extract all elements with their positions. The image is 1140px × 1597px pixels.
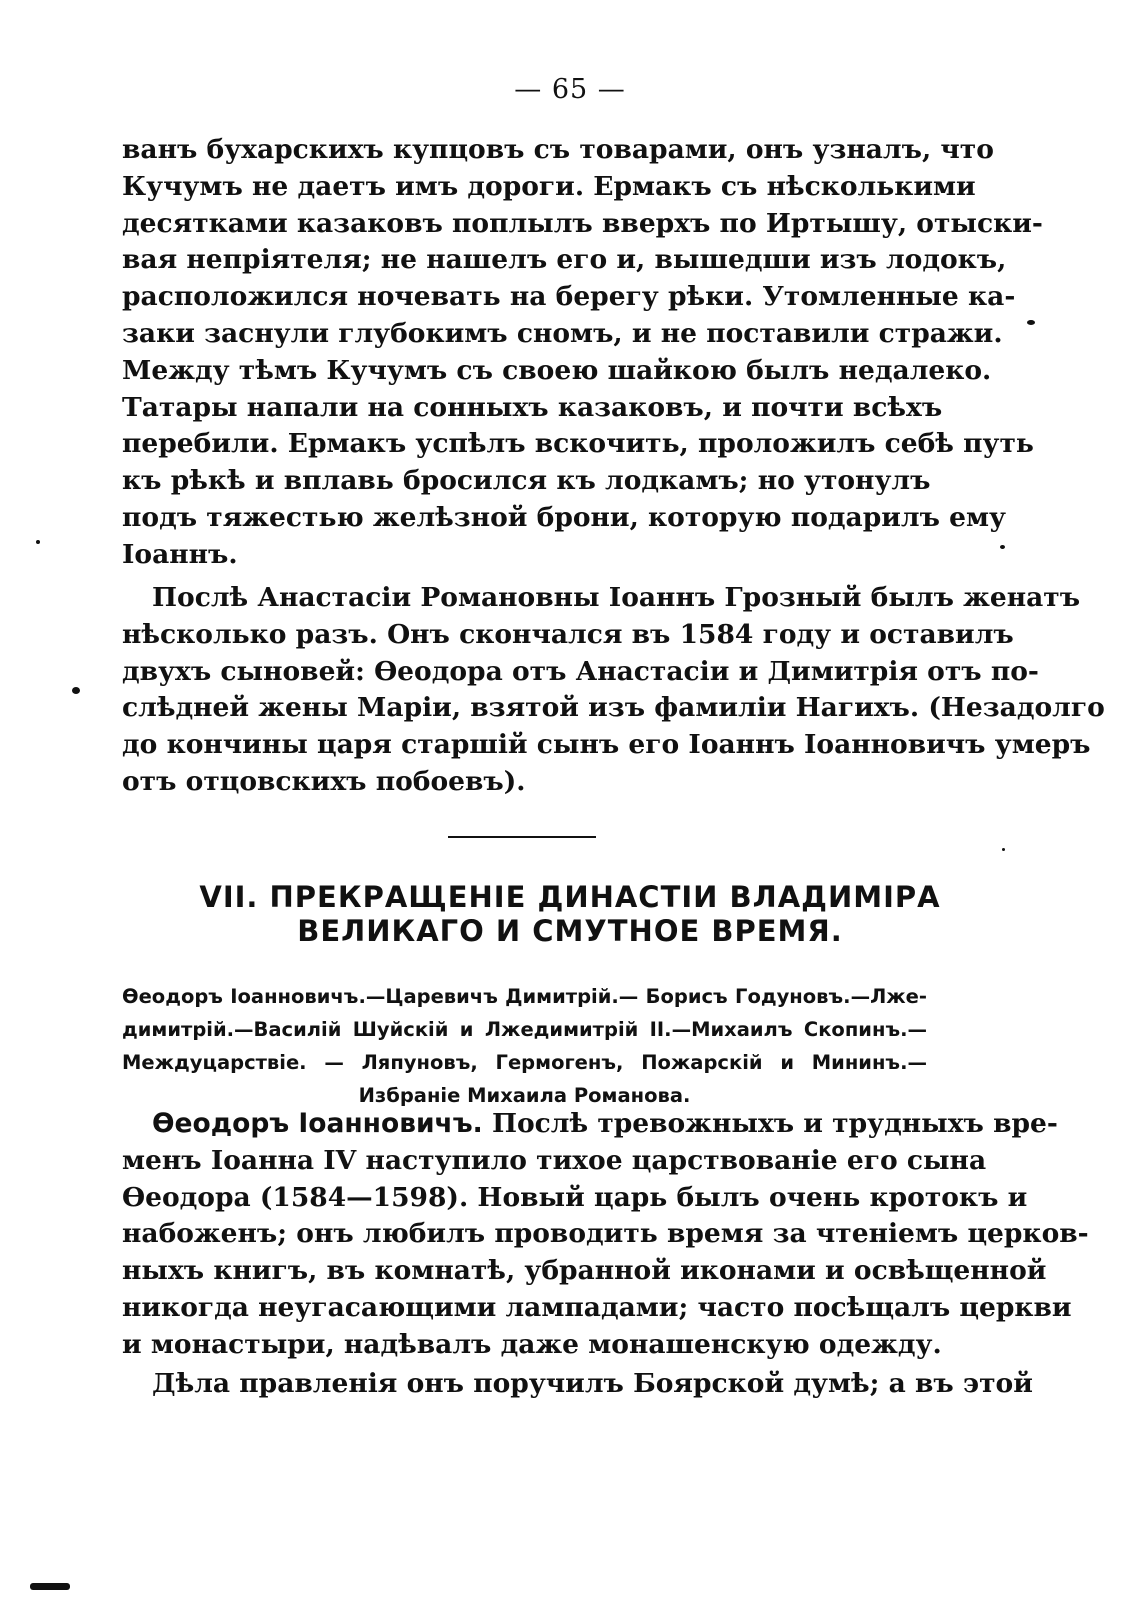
paragraph-boyar-duma [122,1366,1033,1403]
text-line: двухъ сыновей: Өеодора отъ Анастасіи и Димитрія отъ по- [122,655,1039,687]
text-line: набоженъ; онъ любилъ проводить время за чтеніемъ церков- [122,1218,1089,1250]
page-number: — 65 — [514,74,626,105]
text-line: слѣдней жены Маріи, взятой изъ фамиліи Нагихъ. (Незадолго [122,692,1105,724]
text-line: никогда неугасающими лампадами; часто посѣщалъ церкви [122,1291,1072,1323]
chapter-title-line: VII. ПРЕКРАЩЕНІЕ ДИНАСТІИ ВЛАДИМІРА [199,880,941,914]
text-line: перебили. Ермакъ успѣлъ вскочить, проложилъ себѣ путь [122,428,1034,460]
summary-line: Избраніе Михаила Романова. [358,1084,691,1107]
text-line: нѣсколько разъ. Онъ скончался въ 1584 году и оставилъ [122,618,1014,650]
paragraph-feodor-reign [122,1106,1089,1364]
text-line: до кончины царя старшій сынъ его Іоаннъ Іоанновичъ умеръ [122,729,1091,761]
summary-line: Междуцарствіе. — Ляпуновъ, Гермогенъ, Пожарскій и Мининъ.— [122,1051,927,1074]
section-divider [448,836,596,838]
chapter-title [0,880,1140,948]
text-line: и монастыри, надѣвалъ даже монашенскую одежду. [122,1328,942,1360]
scan-speck [30,1583,70,1590]
text-line: отъ отцовскихъ побоевъ). [122,765,526,797]
scan-speck [36,540,40,544]
text-line: ванъ бухарскихъ купцовъ съ товарами, онъ узналъ, что [122,134,994,165]
chapter-title-line: ВЕЛИКАГО И СМУТНОЕ ВРЕМЯ. [297,914,843,948]
paragraph-ermak-death [122,132,1043,574]
text-line: Между тѣмъ Кучумъ съ своею шайкою былъ недалеко. [122,354,992,386]
text-line: Кучумъ не даетъ имъ дороги. Ермакъ съ нѣсколькими [122,170,976,202]
paragraph-ioann-marriages [122,580,1105,801]
text-line: Татары напали на сонныхъ казаковъ, и почти всѣхъ [122,391,943,423]
text-line: менъ Іоанна IV наступило тихое царствованіе его сына [122,1144,987,1176]
scan-speck [1000,545,1005,549]
scan-speck [1027,320,1035,325]
chapter-summary [122,980,927,1112]
text-line: ныхъ книгъ, въ комнатѣ, убранной иконами и освѣщенной [122,1255,1047,1287]
text-line: къ рѣкѣ и вплавь бросился къ лодкамъ; но утонулъ [122,465,931,497]
text-line [122,1106,1058,1143]
summary-line: Өеодоръ Іоанновичъ.—Царевичъ Димитрій.— Борисъ Годуновъ.—Лже- [122,985,927,1008]
text-line: подъ тяжестью желѣзной брони, которую подарилъ ему [122,501,1006,533]
text-line: заки заснули глубокимъ сномъ, и не поставили стражи. [122,317,1003,349]
text-line: Дѣла правленія онъ поручилъ Боярской думѣ; а въ этой [152,1368,1033,1399]
text-line: Өеодора (1584—1598). Новый царь былъ очень кротокъ и [122,1181,1028,1213]
text-line: вая непріятеля; не нашелъ его и, вышедши изъ лодокъ, [122,244,1007,276]
text-line: десятками казаковъ поплылъ вверхъ по Иртышу, отыски- [122,207,1043,239]
text-line: расположился ночевать на берегу рѣки. Утомленные ка- [122,281,1016,313]
text-line: Послѣ Анастасіи Романовны Іоаннъ Грозный былъ женатъ [152,582,1081,613]
run-in-heading: Өеодоръ Іоанновичъ. [152,1108,483,1139]
run-in-continuation: Послѣ тревожныхъ и трудныхъ вре- [482,1108,1058,1139]
scan-speck [72,687,80,694]
summary-line: димитрій.—Василій Шуйскій и Лжедимитрій II.—Михаилъ Скопинъ.— [122,1018,927,1041]
text-line: Іоаннъ. [122,538,238,570]
scan-speck [1002,848,1005,851]
